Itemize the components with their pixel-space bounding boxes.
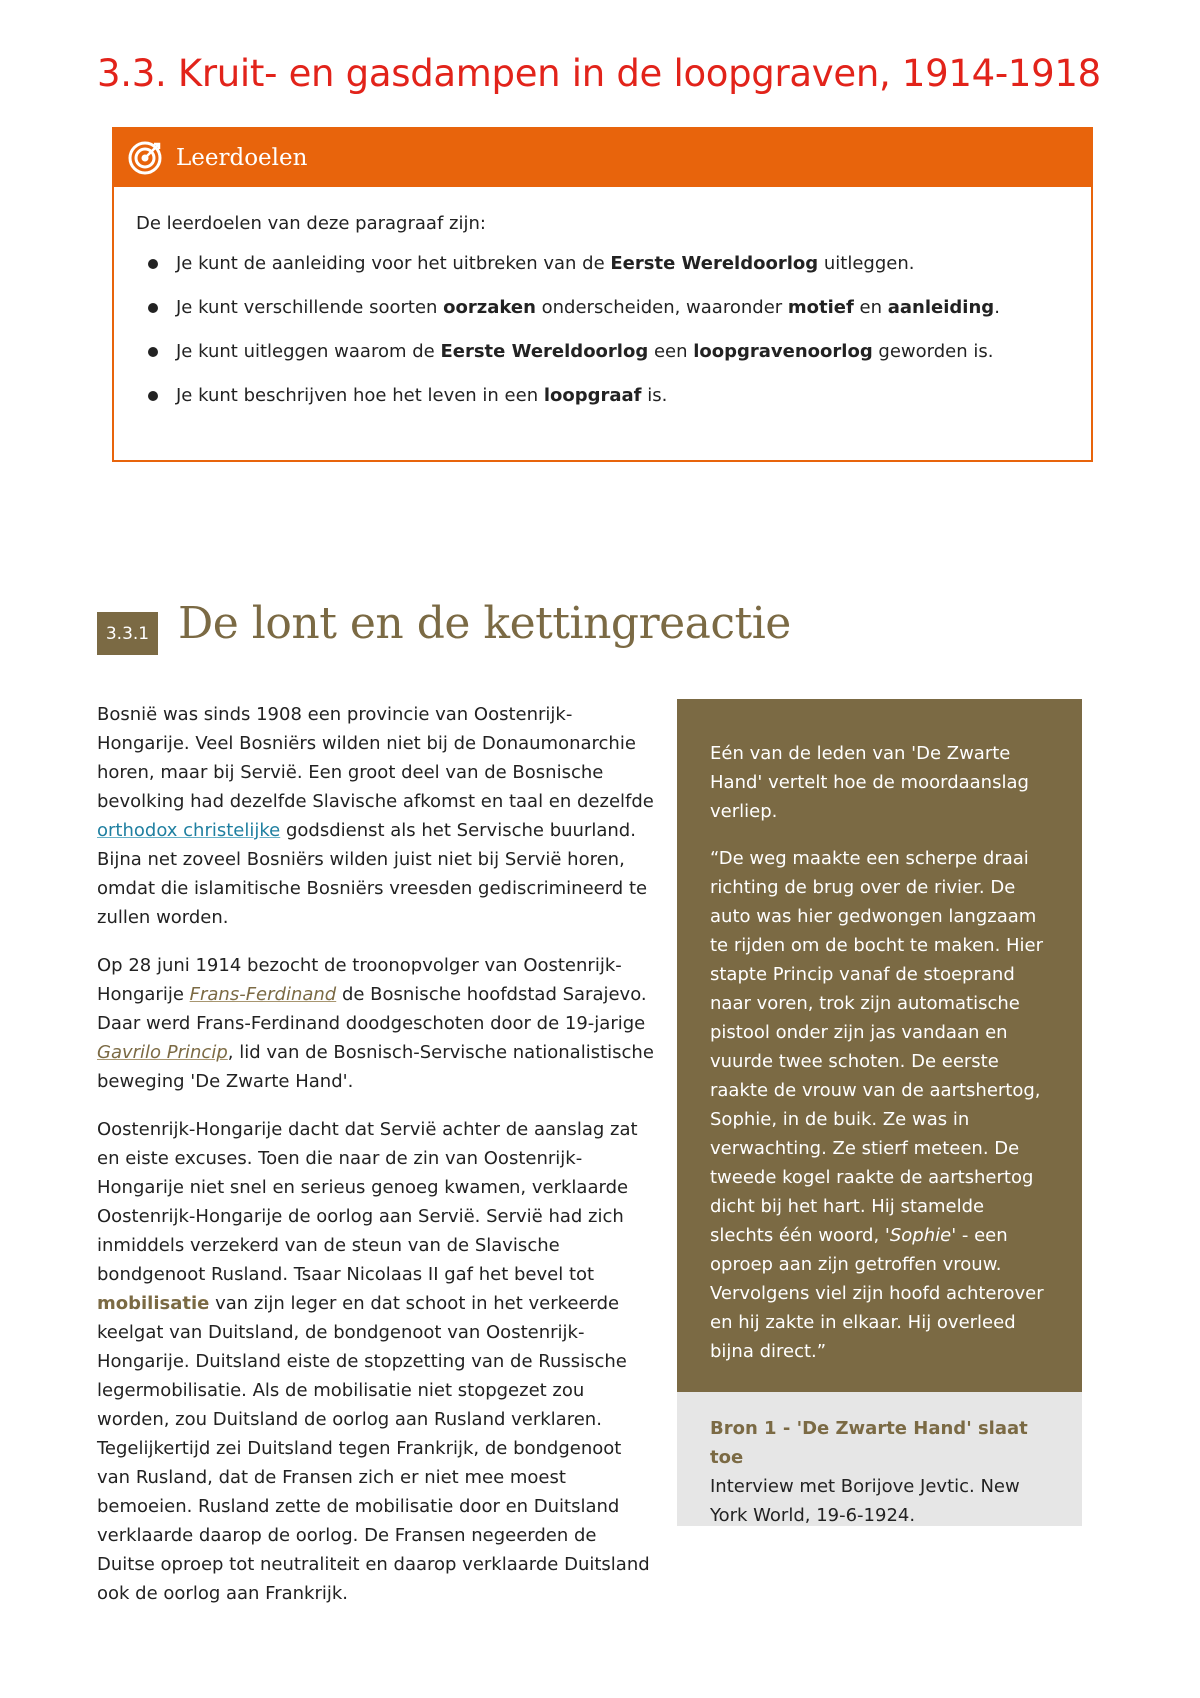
source-quote-box (677, 699, 1082, 1392)
bullet-icon (148, 303, 158, 313)
gavrilo-princip-link[interactable]: Gavrilo Princip (97, 1042, 228, 1063)
list-item: Je kunt verschillende soorten oorzaken onderscheiden, waaronder motief en aanleiding. (144, 293, 1000, 337)
learning-goals-header (114, 129, 1091, 187)
paragraph: Op 28 juni 1914 bezocht de troonopvolger van Oostenrijk-Hongarije Frans-Ferdinand de Bosnische hoofdstad Sarajevo. Daar werd Frans-Ferdinand doodgeschoten door de 19-jarige Gavrilo Princip, lid van de Bosnisch-Servische nationalistische beweging 'De Zwarte Hand'. (97, 955, 654, 1092)
mobilisatie-term-link[interactable]: mobilisatie (97, 1293, 210, 1314)
learning-goals-intro: De leerdoelen van deze paragraaf zijn: (136, 213, 486, 234)
chapter-title: 3.3. Kruit- en gasdampen in de loopgraven, 1914-1918 (97, 52, 1101, 95)
target-icon (128, 141, 162, 175)
bullet-icon (148, 347, 158, 357)
source-caption-box (677, 1392, 1082, 1526)
section-title: De lont en de kettingreactie (178, 598, 791, 649)
bullet-icon (148, 259, 158, 269)
learning-goals-title: Leerdoelen (176, 145, 308, 171)
quote-text: “De weg maakte een scherpe draai richting de brug over de rivier. De auto was hier gedwongen langzaam te rijden om de bocht te maken. Hier stapte Princip vanaf de stoeprand naar voren, trok zijn automatische pistool onder zijn jas vandaan en vuurde twee schoten. De eerste raakte de vrouw van de aartshertog, Sophie, in de buik. Ze was in verwachting. Ze stierf meteen. De tweede kogel raakte de aartshertog dicht bij het hart. Hij stamelde slechts één woord, 'Sophie' - een oproep aan zijn getroffen vrouw. Vervolgens viel zijn hoofd achterover en hij zakte in elkaar. Hij overleed bijna direct.” (710, 848, 1044, 1362)
paragraph: Oostenrijk-Hongarije dacht dat Servië achter de aanslag zat en eiste excuses. Toen die naar de zin van Oostenrijk-Hongarije niet snel en serieus genoeg kwamen, verklaarde Oostenrijk-Hongarije de oorlog aan Servië. Servië had zich inmiddels verzekerd van de steun van de Slavische bondgenoot Rusland. Tsaar Nicolaas II gaf het bevel tot mobilisatie van zijn leger en dat schoot in het verkeerde keelgat van Duitsland, de bondgenoot van Oostenrijk-Hongarije. Duitsland eiste de stopzetting van de Russische legermobilisatie. Als de mobilisatie niet stopgezet zou worden, zou Duitsland de oorlog aan Rusland verklaren. Tegelijkertijd zei Duitsland tegen Frankrijk, de bondgenoot van Rusland, dat de Fransen zich er niet mee moest bemoeien. Rusland zette de mobilisatie door en Duitsland verklaarde daarop de oorlog. De Fransen negeerden de Duitse oproep tot neutraliteit en daarop verklaarde Duitsland ook de oorlog aan Frankrijk. (97, 1119, 650, 1604)
learning-goals-box (112, 127, 1093, 462)
section-number-badge: 3.3.1 (97, 612, 158, 655)
frans-ferdinand-link[interactable]: Frans-Ferdinand (189, 984, 337, 1005)
quote-intro: Eén van de leden van 'De Zwarte Hand' vertelt hoe de moordaanslag verliep. (710, 743, 1029, 822)
learning-goals-list (144, 249, 1000, 425)
list-item: Je kunt beschrijven hoe het leven in een loopgraaf is. (144, 381, 1000, 425)
bullet-icon (148, 391, 158, 401)
main-text-column (97, 700, 657, 1627)
paragraph: Bosnië was sinds 1908 een provincie van Oostenrijk-Hongarije. Veel Bosniërs wilden niet bij de Donaumonarchie horen, maar bij Servië. Een groot deel van de Bosnische bevolking had dezelfde Slavische afkomst en taal en dezelfde orthodox christelijke godsdienst als het Servische buurland. Bijna net zoveel Bosniërs wilden juist niet bij Servië horen, omdat die islamitische Bosniërs vreesden gediscrimineerd te zullen worden. (97, 704, 654, 928)
source-label: Bron 1 - 'De Zwarte Hand' slaat toe (710, 1418, 1028, 1468)
source-citation: Interview met Borijove Jevtic. New York World, 19-6-1924. (710, 1476, 1020, 1526)
list-item: Je kunt de aanleiding voor het uitbreken van de Eerste Wereldoorlog uitleggen. (144, 249, 1000, 293)
list-item: Je kunt uitleggen waarom de Eerste Wereldoorlog een loopgravenoorlog geworden is. (144, 337, 1000, 381)
orthodox-christian-link[interactable]: orthodox christelijke (97, 820, 281, 841)
